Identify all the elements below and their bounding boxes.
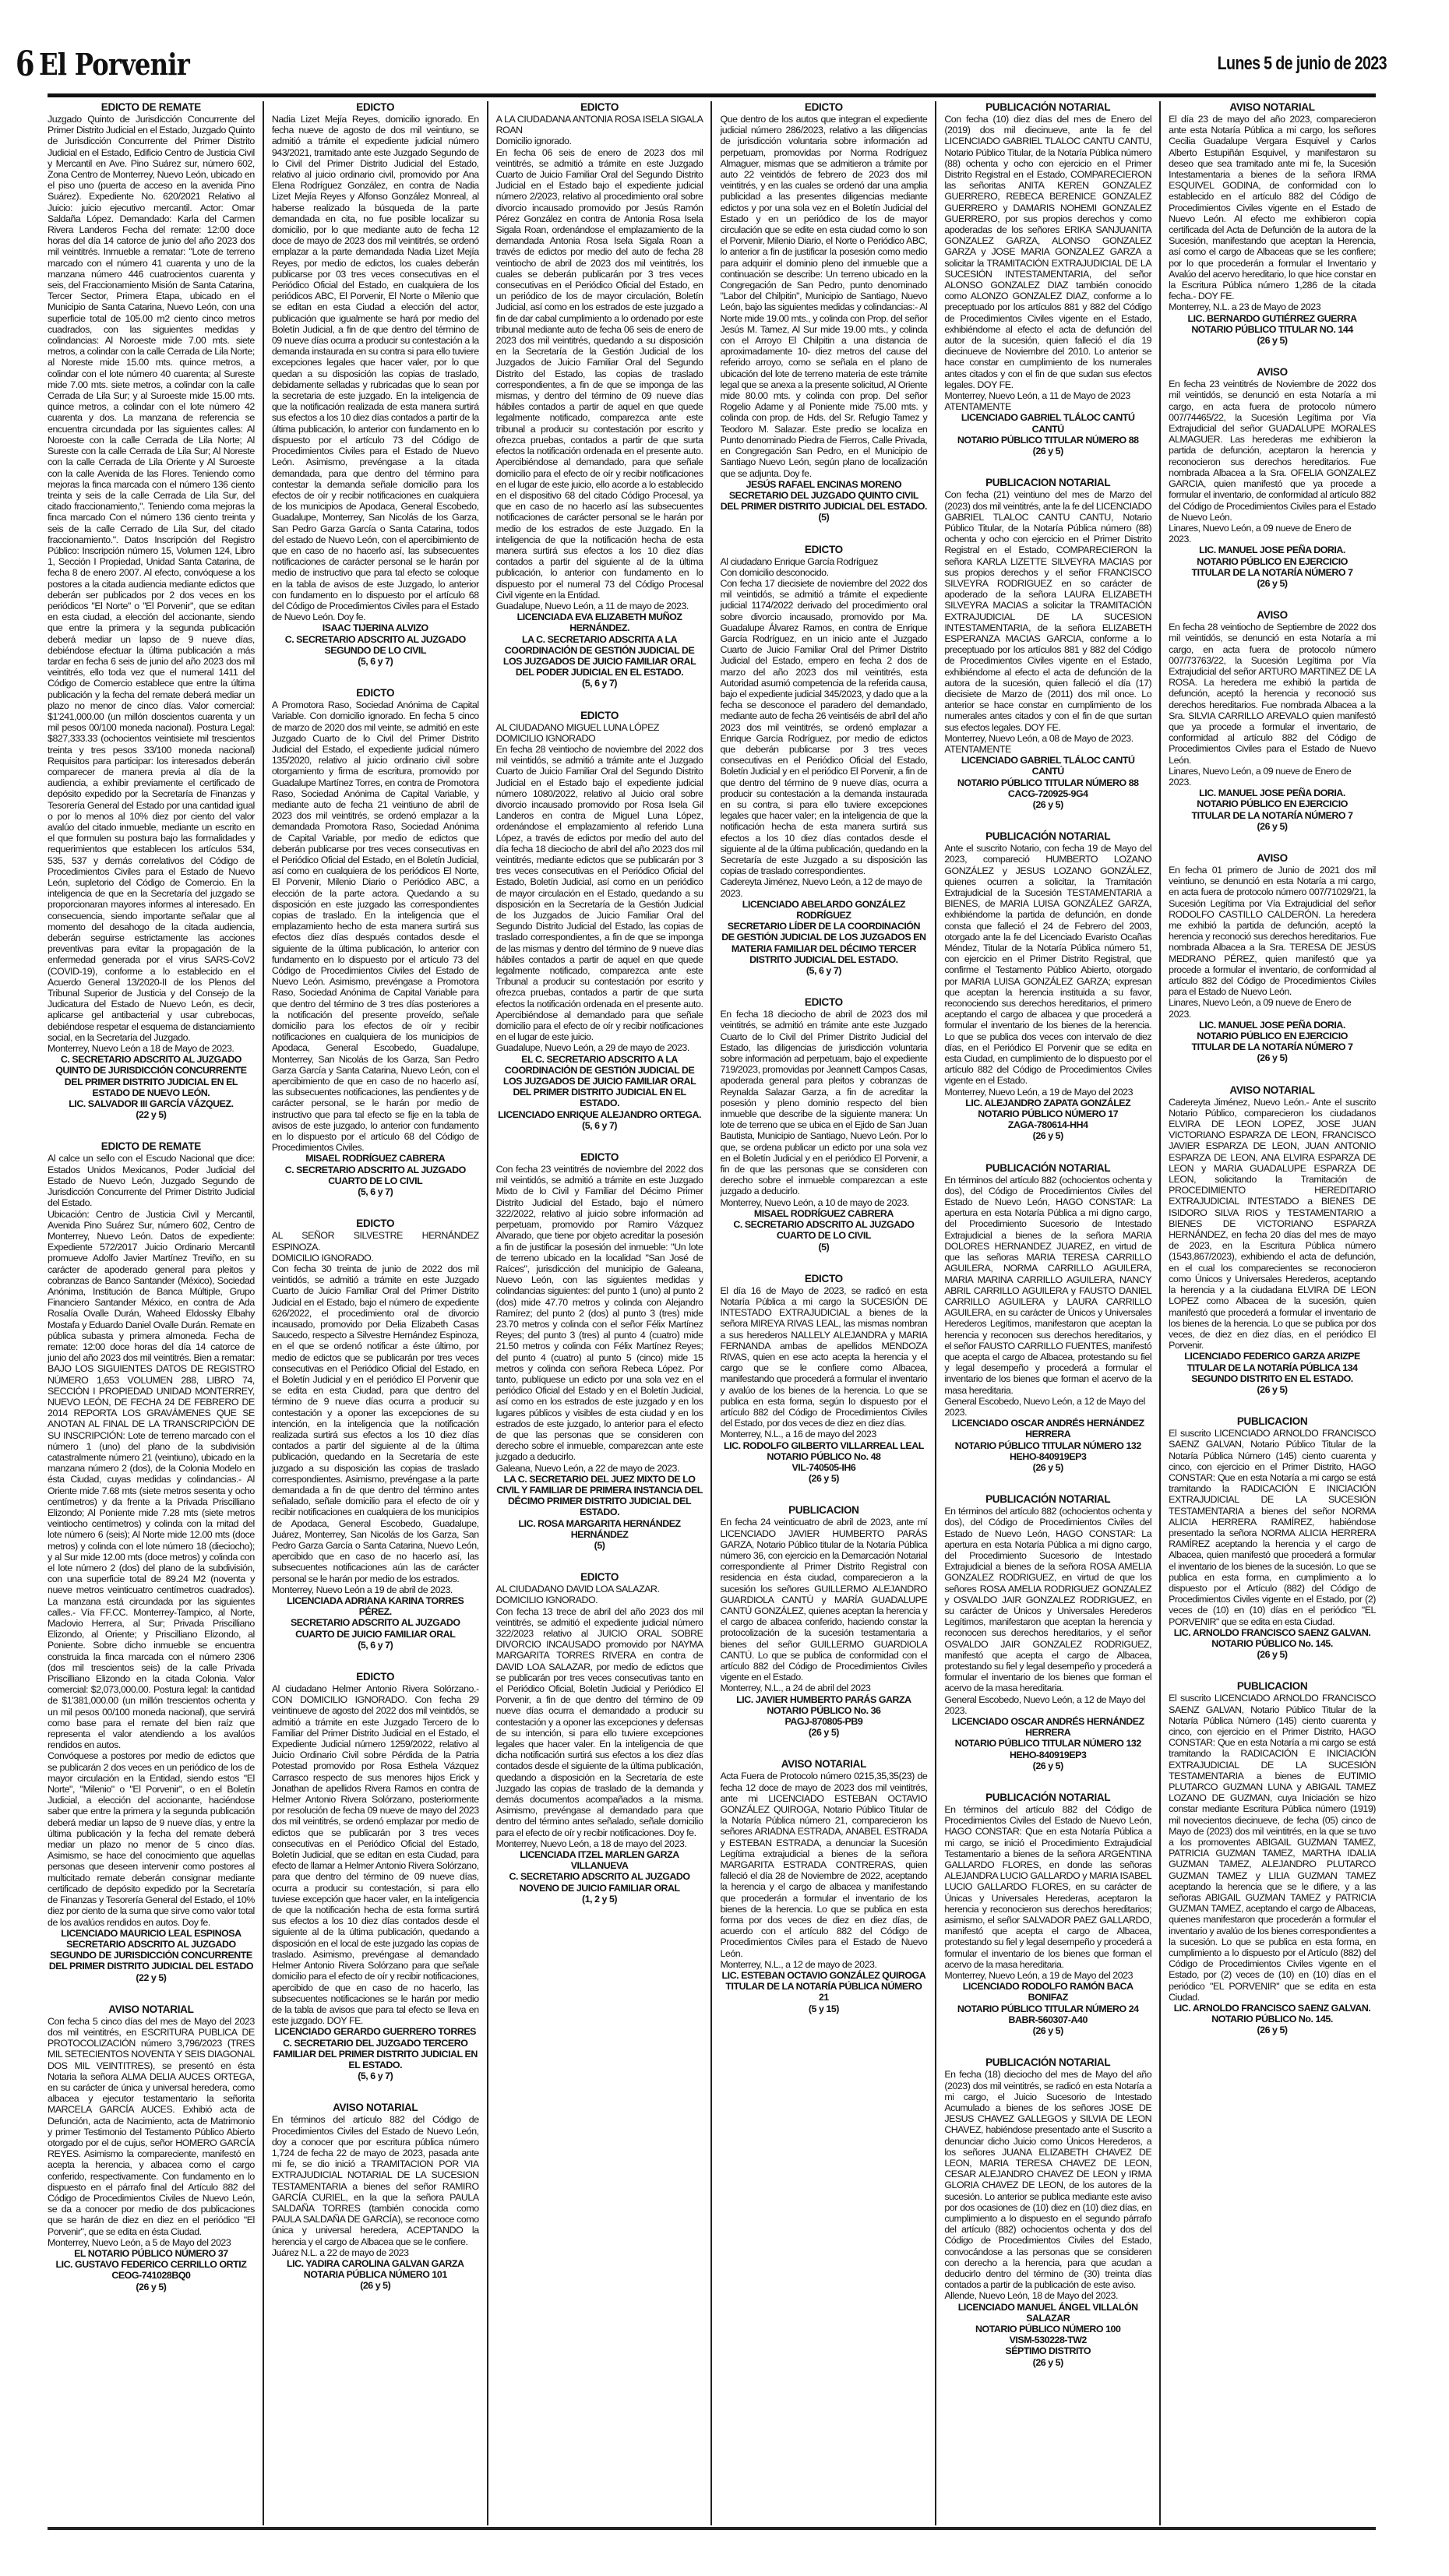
notice-paragraph: Con fecha (21) veintiuno del mes de Marzo del (2023) dos mil veintitrés, ante la fe del LICENCIADO GABRIEL TLALOC CANTU CANTU, Notario Público Titular, de la Notaría Pública número (88) ochenta y ocho con ejercicio en el Primer Distrito Registral en el Estado, COMPARECIERON la señora KARLA LIZETTE SILVEYRA MACIAS por sus propios derechos y el señor FRANCISCO SILVEYRA RODRIGUEZ en so carácter de apoderado de la señora LAURA ELIZABETH SILVEYRA MACIAS a solicitar la TRAMITACIÓN EXTRAJUDICIAL DE LA SUCESION INTESTAMENTARIA, de la señora ELIZABETH ESPERANZA MACIAS GARCIA, conforme a lo preceptuado por los artículos 881 y 882 del Código de Procedimientos Civiles vigente en el Estado, exhibiéndome al efecto el acta de defunción de la autora de la sucesión, quien falleció el día (17) diecisiete de Marzo de (2011) dos mil once. Lo anterior se hace constar en cumplimiento de los numerales antes citados y con el fin de que surtan sus efectos legales. DOY FE. bbox=[944, 489, 1152, 733]
publication-dates: (26 y 5) bbox=[808, 1473, 839, 1485]
notice-signature-line: TITULAR DE LA NOTARÍA PÚBLICA NÚMERO 21 bbox=[725, 1981, 922, 2003]
notice-signature-line: LICENCIADA EVA ELIZABETH MUÑOZ HERNÁNDEZ. bbox=[516, 611, 682, 634]
notice-title: PUBLICACIÓN NOTARIAL bbox=[985, 1792, 1111, 1804]
notice-signature-line: TITULAR DE LA NOTARÍA NÚMERO 7 bbox=[1191, 566, 1353, 578]
notice-paragraph: En fecha 23 veintitrés de Noviembre de 2022 dos mil veintidós, se denunció en esta Notaría a mi cargo, en acta fuera de protocolo número 007/74465/22, la Sucesión Legítima por Vía Extrajudicial del señor GUADALUPE MORALES ALMAGUER. Las herederas me exhibieron la partida de defunción, aceptaron la herencia y reconocieron sus derechos hereditarios. Fue nombrada Albacea a la Sra. OFELIA GONZALEZ GARCIA, quien manifestó que ya procede a formular el inventario, de conformidad al artículo 882 del Código de Procedimientos Civiles para el Estado de Nuevo León. bbox=[1169, 379, 1376, 523]
notice-paragraph: Con fecha (10) diez días del mes de Enero del (2019) dos mil diecinueve, ante la fe del LICENCIADO GABRIEL TLALOC CANTU CANTU, Notario Público Titular, de la Notaría Pública número (88) ochenta y ocho con ejercicio en el Primer Distrito Registral en el Estado, COMPARECIERON las señoritas ANITA KEREN GONZALEZ GUERRERO, REBECA BERENICE GONZALEZ GUERRERO y DAMARIS NOHEMI GONZALEZ GUERRERO, por sus propios derechos y como apoderadas de los señores ERIKA SANJUANITA GONZALEZ GARZA, ALONSO GONZALEZ GARZA y JOSE MARIA GONZALEZ GARZA a solicitar la TRAMITACIÓN EXTRAJUDICIAL DE LA SUCESIÓN INTESTAMENTARIA, del señor ALONSO GONZALEZ DIAZ también conocido como ALONZO GONZALEZ DIAZ, conforme a lo preceptuado por los artículos 881 y 882 del Código de Procedimientos Civiles vigente en el Estado, exhibiéndome al efecto el acta de defunción del autor de la sucesión, quien falleció el día 19 diecinueve de Noviembre del 2010. Lo anterior se hace constar en cumplimiento de los numerales antes citados y con el fin de que sudan sus efectos legales. DOY FE. bbox=[944, 114, 1152, 390]
notice-title: AVISO NOTARIAL bbox=[1229, 101, 1315, 113]
notice-title: PUBLICACION NOTARIAL bbox=[985, 477, 1111, 489]
notice-signature-line: LICENCIADO GABRIEL TLÁLOC CANTÚ CANTÚ bbox=[961, 755, 1135, 777]
publication-dates: (5) bbox=[818, 1241, 830, 1253]
notice-place-date: Monterrey, Nuevo León, a 18 de mayo del 2023. bbox=[495, 1838, 687, 1849]
notice-title: EDICTO bbox=[804, 996, 843, 1009]
notice-paragraph: Con fecha 30 treinta de junio de 2022 dos mil veintidós, se admitió a trámite en este Juzgado Cuarto de Juicio Familiar Oral del Primer Distrito Judicial en el Estado, bajo el número de expediente 626/2022, el procedimiento oral de divorcio incausado, promovido por Delia Elizabeth Casas Saucedo, respecto a Silvestre Hernández Espinoza, en el que se ordenó notificar a éste último, por medio de edictos que se publicarán por tres veces consecutivas en el Periódico Oficial del Estado, en el Boletín Judicial y en el periódico El Porvenir que se edita en esta Ciudad, para que dentro del término de 9 nueve días ocurra a producir su contestación y a oponer las excepciones de su intención, en la inteligencia que la notificación realizada surtirá sus efectos a los 10 diez días contados a partir del siguiente al de la última publicación, quedando en la Secretaría de este juzgado a su disposición las copias de traslado correspondientes. Asimismo, prevéngase a la parte demandada a fin de que dentro del término antes señalado, señale domicilio para el efecto de oír y recibir notificaciones en cualquiera de los municipios de Apodaca, General Escobedo, Guadalupe, Juárez, Monterrey, San Nicolás de los Garza, San Pedro Garza García o Santa Catarina, Nuevo León, apercibido que en caso de no hacerlo así, las subsecuentes notificaciones aún las de carácter personal se le harán por medio de los estrados. bbox=[271, 1263, 479, 1584]
publication-dates: (26 y 5) bbox=[1257, 335, 1288, 347]
notice-signature-line: NOTARIO PÚBLICO TITULAR NÚMERO 88 bbox=[957, 434, 1139, 446]
notice-title: PUBLICACIÓN NOTARIAL bbox=[985, 101, 1111, 113]
notice-title: PUBLICACIÓN NOTARIAL bbox=[985, 830, 1111, 843]
publication-dates: (26 y 5) bbox=[360, 2280, 391, 2292]
legal-notice bbox=[720, 1273, 927, 1485]
notice-paragraph: Ubicación: Centro de Justicia Civil y Mercantil, Avenida Pino Suárez Sur, número 602, Centro de Monterrey, Nuevo León. Datos de expediente: Expediente 572/2017 Juicio Ordinario Mercantil promueve Adolfo Javier Martínez Treviño, en su carácter de apoderado general para pleitos y cobranzas de Banco Santander (México), Sociedad Anónima, Institución de Banca Múltiple, Grupo Financiero Santander México, en contra de Ada Rosalía Ovalle Durán, Waheed Eldossky Elbahy Mostafa y Eduardo Daniel Ovalle Durán. Remate en pública subasta y primera almoneda. Fecha de remate: 12:00 doce horas del día 14 catorce de junio del año 2023 dos mil veintitrés. Bien a rematar: BAJO LOS SIGUIENTES DATOS DE REGISTRO NÚMERO 1,653 VOLUMEN 288, LIBRO 74, SECCIÓN I PROPIEDAD UNIDAD MONTERREY, NUEVO LEÓN, DE FECHA 24 DE FEBRERO DE 2014 REPORTA LOS GRAVÁMENES QUE SE ANOTAN AL FINAL DE LA TRANSCRIPCIÓN DE SU INSCRIPCIÓN: Lote de terreno marcado con el número 1 (uno) del plano de la subdivisión catastralmente número 21 (veintiuno), ubicado en la manzana número 2 (dos), de la Colonia Modelo en ésta Ciudad, cuyas medidas y colindancias.- Al Oriente mide 7.68 mts (siete metros sesenta y ocho centímetros) y da frente a la Privada Priscilliano Elizondo; Al Poniente mide 7.28 mts (siete metros veintiocho centímetros) y colinda con la mitad del lote número 6 (seis); Al Norte mide 12.00 mts (doce metros) y colinda con el lote número 18 (dieciocho); y al Sur mide 12.00 mts (doce metros) y colinda con el lote número 2 (dos) del plano de la subdivisión, con una superficie total de 89.24 M2 (noventa y nueve metros veinticuatro centímetros cuadrados). La manzana está circundada por las siguientes calles.- Vía FF.CC. Monterrey-Tampico, al Norte, Maclovio Herrera, al Sur; Privada Priscilliano Elizondo, al Oriente; y Priscilliano Elizondo, al Poniente. Sobre dicho inmueble se encuentra construida la finca marcada con el número 2306 (dos mil trescientos seis) de la calle Privada Priscilliano Elizondo en la citada Colonia. Valor comercial: $2,073,000.00. Postura legal: la cantidad de $1'381,000.00 (un millón trescientos ochenta y un mil pesos 00/100 moneda nacional), que servirá como base para el remate del bien raíz que representa el valor atendiendo a los avalúos rendidos en autos. bbox=[48, 1208, 255, 1751]
column-6 bbox=[1159, 101, 1376, 2525]
notice-signature-line: LICENCIADA ITZEL MARLEN GARZA VILLANUEVA bbox=[520, 1849, 679, 1872]
notice-signature-line: LICENCIADO ENRIQUE ALEJANDRO ORTEGA. bbox=[498, 1108, 701, 1120]
notice-signature-line: NOTARIO PÚBLICO EN EJERCICIO bbox=[1197, 1031, 1348, 1042]
notice-title: EDICTO bbox=[356, 687, 395, 700]
notice-title: AVISO NOTARIAL bbox=[333, 2102, 418, 2114]
publication-dates: (5, 6 y 7) bbox=[358, 1186, 393, 1198]
notice-paragraph: En términos del artículo 882 del Código de Procedimientos Civiles del Estado de Nuevo León, doy a conocer que por escritura pública número 1,724 de fecha 22 de mayo de 2023, pasada ante mi fe, se dio inició a TRAMITACION POR VIA EXTRAJUDICIAL NOTARIAL DE LA SUCESION TESTAMENTARIA a bienes del señor RAMIRO GARCÍA CURIEL, en la que la señora PAULA SALDAÑA TORRES (también conocida como PAULA SALDAÑA DE GARCÍA), se reconoce como única y universal heredera, ACEPTANDO la herencia y el cargo de Albacea que se le confiere. bbox=[271, 2114, 479, 2247]
notice-place-date: Monterrey, Nuevo León, a 5 de Mayo del 2023 bbox=[48, 2236, 231, 2248]
notice-signature-line: LIC. ESTEBAN OCTAVIO GONZÁLEZ QUIROGA bbox=[721, 1970, 926, 1982]
notice-place-date: Galeana, Nuevo León, a 22 de mayo de 2023. bbox=[495, 1462, 679, 1474]
masthead bbox=[16, 45, 1387, 84]
notice-signature-line: VISM-530228-TW2 bbox=[1009, 2335, 1087, 2346]
notices-columns bbox=[48, 101, 1376, 2525]
notice-title: AVISO bbox=[1257, 609, 1288, 622]
notice-title: AVISO NOTARIAL bbox=[1229, 1084, 1315, 1096]
notice-paragraph: Que dentro de los autos que integran el expediente judicial número 286/2023, relativo a las diligencias de jurisdicción voluntaria sobre información ad perpetuam, promovidas por Norma Rodríguez Almaguer, mismas que se admitieron a trámite por auto 22 veintidós de febrero de 2023 dos mil veintitrés, y en las cuales se ordenó dar una amplia publicidad a las presentes diligencias mediante edictos y por una sola vez en el Boletín Judicial del Estado y en un periódico de los de mayor circulación que se edite en esta ciudad como lo son el Porvenir, Milenio Diario, el Norte o Periódico ABC, lo anterior a fin de justificar la posesión como medio para adquirir el dominio pleno del inmueble que a continuación se describe: Un terreno ubicado en la Congregación de San Pedro, punto denominado "Labor del Chilpitin", Municipio de Santiago, Nuevo León, bajo las siguientes medidas y colindancias:- Al Norte mide 19.00 mts., y colinda con Prop. del señor Jesús M. Tamez, Al Sur mide 19.00 mts., y colinda con el Arroyo El Chilpitin a una distancia de aproximadamente 10- diez metros del cause del referido arroyo, como se señala en el plano de ubicación del lote de terreno materia de este trámite legal que se anexa a la presente solicitud, Al Oriente mide 80.00 mts. y colinda con prop. Del señor Rogelio Adame y al Poniente mide 75.00 mts. y colinda con prop. de Hds. del Sr. Refugio Tamez y Teodoro M. Salazar. Este predio se localiza en Punto denominado Piedra de Fierros, Calle Privada, en Congregación San Pedro, en el Municipio de Santiago Nuevo León, según plano de localización que se adjunta. Doy fe. bbox=[720, 114, 928, 479]
publication-dates: (5, 6 y 7) bbox=[358, 655, 393, 667]
notice-place-date: Linares, Nuevo León, a 09 nueve de Enero de 2023. bbox=[1169, 522, 1352, 545]
legal-notice bbox=[48, 101, 255, 1120]
publication-dates: (22 y 5) bbox=[136, 1109, 167, 1121]
notice-place-date: Monterrey, Nuevo León a 18 de Mayo de 2023. bbox=[48, 1043, 234, 1055]
notice-signature-line: LICENCIADO RODOLFO RAMÓN BACA BONIFAZ bbox=[962, 1981, 1133, 2003]
legal-notice bbox=[1169, 1680, 1376, 2035]
notice-paragraph: Con fecha 13 trece de abril del año 2023 dos mil veintitrés, se admitió el expediente judicial número 322/2023 relativo al JUICIO ORAL SOBRE DIVORCIO INCAUSADO promovido por NAYMA MARGARITA TORRES RIVERA en contra de DAVID LOA SALAZAR, por medio de edictos que se publicarán por tres veces consecutivas tanto en el Periódico Oficial, Boletín Judicial y Periódico El Porvenir, a fin de que dentro del término de 09 nueve días ocurra el demandado a producir su contestación y a oponer las excepciones y defensas de su intención, si para ello tuviere excepciones legales que hacer valer. En la inteligencia de que dicha notificación surtirá sus efectos a los diez días contados desde el siguiente de la última publicación, quedando a disposición en la Secretaría de este Juzgado las copias de traslado de la demanda y demás documentos acompañados a la misma. Asimismo, prevéngase al demandado para que dentro del término antes señalado, señale domicilio para el efecto de oír y recibir notificaciones. Doy fe. bbox=[495, 1605, 703, 1838]
notice-title: EDICTO bbox=[356, 101, 395, 113]
legal-notice bbox=[1169, 366, 1376, 589]
notice-paragraph: El suscrito LICENCIADO ARNOLDO FRANCISCO SAENZ GALVAN, Notario Público Titular de la Notaría Pública Número (145) ciento cuarenta y cinco, con ejercicio en el Primer Distrito, HAGO CONSTAR: Que en esta Notaría a mi cargo se está tramitando la RADICACIÓN E INICIACIÓN EXTRAJUDICIAL DE LA SUCESIÓN TESTAMENTARIA a bienes de EUTIMIO PLUTARCO GUZMAN LUNA y ABIGAIL TAMEZ LOZANO DE GUZMAN, cuya Iniciación se hizo constar mediante Escritura Pública número (1919) mil novecientos diecinueve, de fecha (05) cinco de Mayo de (2023) dos mil veintitrés, en la que se tuvo a los promoventes ABIGAIL GUZMAN TAMEZ, PATRICIA GUZMAN TAMEZ, MARTHA IDALIA GUZMAN TAMEZ, ALEJANDRO PLUTARCO GUZMAN TAMEZ y LILIA GUZMAN TAMEZ aceptando la herencia que se le difiere, y a las señoras ABIGAIL GUZMAN TAMEZ y PATRICIA GUZMAN TAMEZ, aceptando el cargo de Albaceas, quienes manifestaron que procederán a formular el inventario y avalúo de los bienes correspondientes a la sucesión. Lo que se publica en esta forma, en cumplimiento a lo dispuesto por el Artículo (882) del Código de Procedimientos Civiles vigente en el Estado, por (2) veces de (10) en (10) días en el periódico "EL PORVENIR" que se edita en esta Ciudad. bbox=[1169, 1693, 1376, 2003]
notice-title: EDICTO bbox=[580, 709, 619, 721]
legal-notice bbox=[272, 687, 479, 1197]
notice-paragraph: Juzgado Quinto de Jurisdicción Concurrente del Primer Distrito Judicial en el Estado, Juzgado Quinto de Jurisdicción Concurrente del Primer Distrito Judicial en el Estado, Edificio Centro de Justicia Civil y Mercantil en Ave. Pino Suárez sur, número 602, Zona Centro de Monterrey, Nuevo León, ubicado en el piso uno (puerta de acceso en la avenida Pino Suárez). Expediente No. 620/2021 Relativo al Juicio: juicio ejecutivo mercantil. Actor: Omar Saldaña López. Demandado: Karla del Carmen Rivera Landeros Fecha del remate: 12:00 doce horas del día 14 catorce de junio del año 2023 dos mil veintitrés. Inmueble a rematar: "Lote de terreno marcado con el número 41 cuarenta y uno de la manzana número 446 cuatrocientos cuarenta y seis, del Fraccionamiento Misión de Santa Catarina, Tercer Sector, Primera Etapa, ubicado en el Municipio de Santa Catarina, Nuevo León, con una superficie total de 105.00 m2 ciento cinco metros cuadrados, con las siguientes medidas y colindancias: Al Noroeste mide 7.00 mts. siete metros, a colindar con la calle Cerrada de Lila Norte; al Noreste mide 15.00 mts. quince metros, a colindar con el lote número 40 cuarenta; al Sureste mide 7.00 mts. siete metros, a colindar con la calle Cerrada de Lila Sur; y al Suroeste mide 15.00 mts. quince metros, a colindar con el lote número 42 cuarenta y dos. La manzana de referencia se encuentra circundada por las siguientes calles: Al Noroeste con la calle Cerrada de Lila Norte; Al Sureste con la calle Cerrada de Lila Sur; Al Noreste con la calle Cerrada de Lila Oriente y Al Suroeste con la calle Avenida de las Flores. Teniendo como mejoras la finca marcada con el número 136 ciento treinta y seis de la calle Cerrada de Lila Sur, del citado fraccionamiento,". Teniendo coma mejoras la finca marcado Con el número 136 ciento treinta y seis de la calle Cerrado de Lila Sur, del citado fraccionamiento.". Datos Inscripción del Registro Público: Inscripción número 15, Volumen 124, Libro 1, Sección I Propiedad, Unidad Santa Catarina, de fecha 8 de enero 2007. Al efecto, convóquese a los postores a la citada audiencia mediante edictos que deberán ser publicados por 2 dos veces en los periódicos "El Norte" o "El Porvenir", que se editan en esta ciudad, a elección del accionante, siendo que entre la primera y la segunda publicación deberá mediar un lapso de 9 nueve días, debiéndose efectuar la última publicación a más tardar en fecha 6 seis de junio del año 2023 dos mil veintitrés, ello toda vez que el numeral 1411 del Código de Comercio establece que entre la última publicación y la fecha del remate deberá mediar un plazo no menor de cinco días. Valor comercial: $1'241,000.00 (un millón doscientos cuarenta y un mil pesos 00/100 moneda nacional). Postura Legal: $827,333.33 (ochocientos veintisiete mil trescientos treinta y tres pesos 33/100 moneda nacional) Requisitos para participar: los interesados deberán comparecer de manera previa al día de la audiencia, a exhibir previamente el certificado de depósito expedido por la Secretaría de Finanzas y Tesorería General del Estado por una cantidad igual o por lo menos al 10% diez por ciento del valor avalúo del citado inmueble, mediante un escrito en el que formulen su postura bajo las formalidades y requerimientos que establecen los artículos 534, 535, 537 y demás correlativos del Código de Procedimientos Civiles para el Estado de Nuevo León, supletorio del Código de Comercio. En la inteligencia de que en la Secretaría del juzgado se proporcionaran mayores informes al interesado. En consecuencia, siendo importante señalar que al momento del desahogo de la citada audiencia, deberán seguirse estrictamente las acciones preventivas para evitar la propagación de la enfermedad generada por el virus SARS-CoV2 (COVID-19), conforme a lo establecido en el Acuerdo General 13/2020-II de los Plenos del Tribunal Superior de Justicia y del Consejo de la Judicatura del Estado de Nuevo León, es decir, aplicarse gel antibacterial y usar cubrebocas, debiéndose respetar el esquema de distanciamiento social, en la Secretaría del Juzgado. bbox=[48, 114, 255, 1043]
column-4 bbox=[710, 101, 935, 2525]
legal-notice bbox=[1169, 101, 1376, 346]
notice-signature-line: EL C. SECRETARIO ADSCRITO A LA COORDINACIÓN DE GESTIÓN JUDICIAL DE LOS JUZGADOS DE JUICIO FAMILIAR ORAL DEL PRIMER DISTRITO JUDICIAL EN EL ESTADO. bbox=[502, 1053, 696, 1109]
notice-signature-line: SECRETARIO ADSCRITO AL JUZGADO SEGUNDO DE JURISDICCIÓN CONCURRENTE DEL PRIMER DISTRITO JUDICIAL DEL ESTADO bbox=[48, 1938, 254, 1972]
notice-paragraph: En fecha 01 primero de Junio de 2021 dos mil veintiuno, se denunció en esta Notaría a mi cargo, en acta fuera de protocolo número 007/71029/21, la Sucesión Legítima por Vía Extrajudicial del señor RODOLFO CASTILLO CALDERÓN. La heredera me exhibió la partida de defunción, aceptó la herencia y reconoció sus derechos hereditarios. Fue nombrada Albacea a la Sra. TERESA DE JESÚS MEDRANO PÉREZ, quien manifestó que ya procede a formular el inventario, de conformidad al artículo 882 del Código de Procedimientos Civiles para el Estado de Nuevo León. bbox=[1169, 864, 1376, 998]
notice-signature-line: VIL-740505-IH6 bbox=[791, 1461, 856, 1473]
notice-paragraph: AL CIUDADANO MIGUEL LUNA LÓPEZ bbox=[495, 721, 660, 733]
notice-signature-line: NOTARIO PÚBLICO TITULAR NÚMERO 88 bbox=[957, 777, 1139, 788]
notice-title: EDICTO DE REMATE bbox=[100, 101, 202, 113]
column-2 bbox=[263, 101, 487, 2525]
legal-notice bbox=[1169, 1415, 1376, 1660]
legal-notice bbox=[720, 544, 927, 977]
publication-dates: (5, 6 y 7) bbox=[358, 1639, 393, 1651]
publication-dates: (26 y 5) bbox=[1032, 2356, 1063, 2368]
notice-signature-line: LICENCIADO OSCAR ANDRÉS HERNÁNDEZ HERRERA bbox=[951, 1418, 1144, 1440]
legal-notice bbox=[1169, 852, 1376, 1064]
legal-notice bbox=[944, 477, 1151, 810]
notice-signature-line: LIC. SALVADOR III GARCÍA VÁZQUEZ. bbox=[69, 1098, 234, 1110]
notice-signature-line: LIC. ALEJANDRO ZAPATA GONZÁLEZ bbox=[965, 1097, 1131, 1108]
notice-signature-line: NOTARIA PÚBLICA NÚMERO 101 bbox=[303, 2269, 447, 2281]
notice-paragraph: El día 23 de mayo del año 2023, comparecieron ante esta Notaría Pública a mi cargo, los señores Cecilia Guadalupe Vergara Esquivel y Carlos Alberto Estupiñán Esquivel, y manifestaron su deseo que sea tramitado ante mi fe, la Sucesión Intestamentaria a bienes de la señora IRMA ESQUIVEL GODINA, de conformidad con lo establecido en el artículo 882 del Código de Procedimientos Civiles vigente en el Estado de Nuevo León. Al efecto me exhibieron copia certificada del Acta de Defunción de la autora de la Sucesión, manifestando que aceptan la Herencia, así como el cargo de Albaceas que se les confiere; por lo que procederán a formular el Inventario y Avalúo del acervo hereditario, lo que hice constar en la Escritura Pública número 1,286 de la citada fecha.- DOY FE. bbox=[1169, 114, 1376, 302]
notice-signature-line: C. SECRETARIO ADSCRITO AL JUZGADO NOVENO DE JUICIO FAMILIAR ORAL bbox=[509, 1871, 690, 1894]
notice-paragraph: Con domicilio desconocido. bbox=[720, 566, 829, 578]
notice-signature-line: NOTARIO PÚBLICO NÚMERO 17 bbox=[978, 1108, 1119, 1120]
legal-notice bbox=[944, 1493, 1151, 1771]
notice-title: EDICTO bbox=[804, 1272, 843, 1284]
publication-dates: (26 y 5) bbox=[1032, 1760, 1063, 1771]
notice-signature-line: HEHO-840919EP3 bbox=[1010, 1450, 1087, 1462]
notice-signature-line: NOTARIO PÚBLICO No. 145. bbox=[1211, 2014, 1333, 2025]
notice-place-date: Monterrey, Nuevo León, a 10 de mayo de 2023. bbox=[720, 1196, 909, 1208]
notice-paragraph: Con fecha 23 veintitrés de noviembre del 2022 dos mil veintidós, se admitió a trámite en este Juzgado Mixto de lo Civil y Familiar del Décimo Primer Distrito Judicial del Estado, bajo el número 322/2022, relativo al juicio sobre información ad perpetuam, promovido por Ramiro Vázquez Alvarado, que tiene por objeto acreditar la posesión a fin de justificar la posesión del inmueble: "Un lote de terreno ubicado en la localidad "San José de Raíces", jurisdicción del municipio de Galeana, Nuevo León, con las siguientes medidas y colindancias siguientes: del punto 1 (uno) al punto 2 (dos) mide 47.70 metros y colinda con Alejandro Ramírez; del punto 2 (dos) al punto 3 (tres) mide 23.70 metros y colinda con el señor Félix Martínez Reyes; del punto 3 (tres) al punto 4 (cuatro) mide 21.50 metros y colinda con Félix Martínez Reyes; del punto 4 (cuatro) al punto 5 (cinco) mide 15 metros y colinda con señora Rebeca López. Por tanto, publíquese un edicto por una sola vez en el periódico Oficial del Estado y en el Boletín Judicial, así como en los estrados de este juzgado y en los lugares públicos y visibles de esta ciudad y en los estrados de este juzgado, lo anterior para el efecto de que las personas que se consideren con derecho sobre el inmueble, comparezcan ante este juzgado a deducirlo. bbox=[495, 1164, 703, 1463]
notice-title: EDICTO bbox=[356, 1671, 395, 1683]
notice-signature-line: LICENCIADO GABRIEL TLÁLOC CANTÚ CANTÚ bbox=[961, 412, 1135, 435]
notice-paragraph: El suscrito LICENCIADO ARNOLDO FRANCISCO SAENZ GALVAN, Notario Público Titular de la Notaría Pública Número (145) ciento cuarenta y cinco, con ejercicio en el Primer Distrito, HAGO CONSTAR: Que en esta Notaría a mi cargo se está tramitando la RADICACIÓN E INICIACIÓN EXTRAJUDICIAL DE LA SUCESIÓN TESTAMENTARIA a bienes del señor NORMA ALICIA HERRERA RAMÍREZ, habiéndose presentado la señora NORMA ALICIA HERRERA RAMÍREZ aceptando la herencia y el cargo de Albacea, quien manifestó que procederá a formular el inventario de los bienes de la sucesión. Lo que se publica en esta forma, en cumplimiento a lo dispuesto por el Artículo (882) del Código de Procedimientos Civiles vigente en el Estado, por (2) veces de (10) en (10) días en el periódico "EL PORVENIR" que se edita en esta Ciudad. bbox=[1169, 1428, 1376, 1627]
notice-paragraph: En fecha 18 dieciocho de abril de 2023 dos mil veintitrés, se admitió en trámite ante este Juzgado Cuarto de lo Civil del Primer Distrito Judicial del Estado, las diligencias de jurisdicción voluntaria sobre información ad perpetuam, bajo el expediente 719/2023, promovidas por Jeannett Campos Casas, apoderada general para pleitos y cobranzas de Reynalda Salazar Garza, a fin de acreditar la posesión y pleno dominio respecto del bien inmueble que describe de la siguiente manera: Un lote de terreno que se ubica en el Ejido de San Juan Bautista, Municipio de Santiago, Nuevo León. Por lo que, se ordena publicar un edicto por una sola vez en el Boletín Judicial y en el periódico El Porvenir, a fin de que las personas que se consideren con derecho sobre el inmueble comparezcan a este juzgado a deducirlo. bbox=[720, 1009, 928, 1197]
notice-signature-line: LIC. MANUEL JOSE PEÑA DORIA. bbox=[1199, 1019, 1345, 1031]
legal-notice bbox=[944, 101, 1151, 456]
notice-signature-line: C. SECRETARIO ADSCRITO AL JUZGADO CUARTO DE LO CIVIL bbox=[733, 1219, 915, 1242]
publication-dates: (26 y 5) bbox=[1032, 798, 1063, 810]
notice-title: EDICTO bbox=[580, 101, 619, 113]
notice-place-date: Guadalupe, Nuevo León, a 29 de mayo de 2023. bbox=[495, 1042, 689, 1054]
legal-notice bbox=[944, 830, 1151, 1141]
notice-title: PUBLICACION bbox=[788, 1504, 859, 1517]
publication-dates: (26 y 5) bbox=[1257, 2025, 1288, 2036]
notice-signature-line: NOTARIO PÚBLICO No. 36 bbox=[767, 1704, 881, 1716]
legal-notice bbox=[496, 101, 703, 689]
notice-title: PUBLICACION bbox=[1236, 1680, 1308, 1693]
notice-signature-line: C. SECRETARIO ADSCRITO AL JUZGADO CUARTO DE LO CIVIL bbox=[284, 1164, 466, 1186]
legal-notice bbox=[944, 2056, 1151, 2367]
notice-signature-line: EL NOTARIO PÚBLICO NÚMERO 37 bbox=[74, 2247, 228, 2259]
notice-signature-line: LIC. MANUEL JOSE PEÑA DORIA. bbox=[1199, 544, 1345, 556]
notice-paragraph: Acta Fuera de Protocolo número 0215,35,35(23) de fecha 12 doce de mayo de 2023 dos mil veintitrés, ante mi LICENCIADO ESTEBAN OCTAVIO GONZÁLEZ QUIROGA, Notario Público Titular de la Notaría Pública número 21, comparecieron los señores ARIADNA ESTRADA, ANABEL ESTRADA y ESTEBAN ESTRADA, a denunciar la Sucesión Legítima extrajudicial a bienes de la señora MARGARITA ESTRADA CONTRERAS, quien falleció el día 28 de Noviembre de 2022, aceptando la herencia y el cargo de albacea y manifestando que procederán a formular el inventario de los bienes de la herencia. Lo que se publica en esta forma por dos veces de diez en diez días, de acuerdo con el artículo 882 del Código de Procedimientos Civiles para el Estado de Nuevo León. bbox=[720, 1771, 928, 1959]
notice-signature-line: NOTARIO PÚBLICO NÚMERO 100 bbox=[975, 2323, 1121, 2335]
notice-signature-line: LICENCIADO MAURICIO LEAL ESPINOSA bbox=[61, 1927, 242, 1939]
column-1 bbox=[48, 101, 263, 2525]
notice-paragraph: Nadia Lizet Mejía Reyes, domicilio ignorado. En fecha nueve de agosto de dos mil veintiuno, se admitió a trámite el expediente judicial número 943/2021, tramitado ante este Juzgado Segundo de lo Civil del Primer Distrito Judicial del Estado, relativo al juicio ordinario civil, promovido por Ana Elena Rodríguez González, en contra de Nadia Lizet Mejía Reyes y Alfonso González Monreal, al haberse realizado la búsqueda de la parte demandada en cita, no fue posible localizar su domicilio, por lo que mediante auto de fecha 12 doce de mayo de 2023 dos mil veintitrés, se ordenó emplazar a la parte demandada Nadia Lizet Mejía Reyes, por medio de edictos, los cuales deberán publicarse por 03 tres veces consecutivas en el Periódico Oficial del Estado, en cualquiera de los periódicos ABC, El Porvenir, El Norte o Milenio que se editan en esta Ciudad a elección del actor, publicación que igualmente se hará por medio del Boletín Judicial, a fin de que dentro del término de 09 nueve días ocurra a producir su contestación a la demanda instaurada en su contra si para ello tuviere excepciones legales que hacer valer, por lo que quedan a su disposición las copias de traslado, debidamente selladas y rubricadas que lo sean por la secretaria de este juzgado. En la inteligencia de que la notificación realizada de esta manera surtirá sus efectos a los 10 diez días contados a partir de la última publicación, lo anterior con fundamento en lo dispuesto por el artículo 73 del Código de Procedimientos Civiles para el Estado de Nuevo León. Asimismo, prevéngase a la citada demandada, para que dentro del término para contestar la demanda señale domicilio para los efectos de oír y recibir notificaciones en cualquiera de los municipios de Apodaca, General Escobedo, Guadalupe, Monterrey, San Nicolás de los Garza, San Pedro Garza García o Santa Catarina, todos del estado de Nuevo León, con el apercibimiento de que en caso de no hacerlo así, las subsecuentes notificaciones de carácter personal se le harán por medio de instructivo que para tal efecto se coloque en la tabla de avisos de este Juzgado, lo anterior con fundamento en lo dispuesto por el artículo 68 del Código de Procedimientos Civiles para el Estado de Nuevo León. Doy fe. bbox=[271, 114, 479, 623]
notice-place-date: Monterrey, Nuevo León, a 19 de Mayo del 2023 bbox=[944, 1086, 1133, 1098]
notice-signature-line: SECRETARIO ADSCRITO AL JUZGADO CUARTO DE JUICIO FAMILIAR ORAL bbox=[290, 1617, 460, 1640]
notice-signature-line: HEHO-840919EP3 bbox=[1010, 1749, 1087, 1760]
publication-dates: (26 y 5) bbox=[1257, 1649, 1288, 1661]
notice-paragraph: Cadereyta Jiménez, Nuevo León.- Ante el suscrito Notario Público, comparecieron los ciudadanos ELVIRA DE LEON LOPEZ, JOSE JUAN VICTORIANO ESPARZA DE LEON, FRANCISCO JAVIER ESPARZA DE LEON, JUAN ANTONIO ESPARZA DE LEON, ANA ELVIRA ESPARZA DE LEON y MARIA GUADALUPE ESPARZA DE LEON, solicitando la Tramitación de PROCEDIMIENTO HEREDITARIO EXTRAJUDICIAL INTESTADO a BIENES DE ISIDORO SILVA RIOS y TESTAMENTARIO a BIENES DE VICTORIANO ESPARZA HERNÁNDEZ, en fecha 20 días del mes de mayo de 2023, en la Escritura Pública número (1543,867/2023), exhibiendo el acta de defunción, en el cual los comparecientes se reconocieron como Únicos y Universales Herederos, aceptando la herencia y a la ciudadana ELVIRA DE LEON LOPEZ como Albacea de la sucesión, quien manifestó que procederá a formular el inventario de los bienes de la herencia. Lo que se publica por dos veces, de diez en diez días, en el periódico El Porvenir. bbox=[1169, 1096, 1376, 1351]
publication-dates: (5) bbox=[594, 1539, 605, 1551]
page-number: 6 bbox=[16, 44, 35, 84]
notice-paragraph: El día 16 de Mayo de 2023, se radicó en esta Notaría Pública a mi cargo la SUCESIÓN DE INTESTADO EXTRAJUDICIAL a bienes de la señora MIREYA RIVAS LEAL, las mismas nombran a sus herederos NALLELY ALEJANDRA y MARIA FERNANDA ambas de apellidos MENDOZA RIVAS, quien en ese acto acepta la herencia y el cargo que se le confiere como Albacea, manifestando que procederá a formular el inventario y avalúo de los bienes de la herencia. Lo que se publica en esta forma, según lo dispuesto por el artículo 882 del Código de Procedimientos Civiles del Estado, por dos veces de diez en diez días. bbox=[720, 1284, 928, 1429]
notice-title: EDICTO bbox=[356, 1218, 395, 1230]
notice-title: EDICTO bbox=[580, 1571, 619, 1584]
notice-paragraph: AL SEÑOR SILVESTRE HERNÁNDEZ ESPINOZA. bbox=[271, 1230, 479, 1253]
legal-notice bbox=[496, 1151, 703, 1551]
footer-rule bbox=[48, 2527, 1376, 2530]
legal-notice bbox=[496, 710, 703, 1132]
notice-paragraph: A Promotora Raso, Sociedad Anónima de Capital Variable. Con domicilio ignorado. En fecha 5 cinco de marzo de 2020 dos mil veinte, se admitió en este Juzgado Cuarto de lo Civil del Primer Distrito Judicial del Estado, el expediente judicial número 135/2020, relativo al juicio ordinario civil sobre otorgamiento y firma de escritura, promovido por Guadalupe Martínez Torres, en contra de Promotora Raso, Sociedad Anónima de Capital Variable, y mediante auto de fecha 21 veintiuno de abril de 2023 dos mil veintitrés, se ordenó emplazar a la demandada Promotora Raso, Sociedad Anónima de Capital Variable, por medio de edictos que deberán publicarse por tres veces consecutivas en el Periódico Oficial del Estado, en el Boletín Judicial, así como en cualquiera de los periódicos El Norte, El Porvenir, Milenio Diario o Periódico ABC, a elección de la parte actora. Quedando a su disposición en este juzgado las correspondientes copias de traslado. En la inteligencia que el emplazamiento hecho de esta manera surtirá sus efectos diez días después contados desde el siguiente de la última publicación, lo anterior con fundamento en lo dispuesto por el artículo 73 del Código de Procedimientos Civiles del Estado de Nuevo León. Asimismo, prevéngase a Promotora Raso, Sociedad Anónima de Capital Variable para que dentro del término de 3 tres días posteriores a la notificación del presente proveído, señale domicilio para los efectos de oír y recibir notificaciones en cualquiera de los municipios de Apodaca, General Escobedo, Guadalupe, Monterrey, San Nicolás de los Garza, San Pedro Garza García y Santa Catarina, Nuevo León, con el apercibimiento de que en caso de no hacerlo así, las subsecuentes notificaciones, las pendientes y de carácter personal, se le harán por medio de instructivo que para tal efecto se fije en la tabla de avisos de este juzgado, lo anterior con fundamento en lo dispuesto por el artículo 68 del Código de Procedimientos Civiles. bbox=[271, 700, 479, 1154]
publication-dates: (5, 6 y 7) bbox=[358, 2070, 393, 2082]
legal-notice bbox=[720, 996, 927, 1252]
notice-signature-line: SÉPTIMO DISTRITO bbox=[1005, 2345, 1091, 2357]
notice-signature-line: LICENCIADO MANUEL ÁNGEL VILLALÓN SALAZAR bbox=[957, 2301, 1138, 2324]
header-rule bbox=[48, 93, 1376, 97]
notice-paragraph: DOMICILIO IGNORADO bbox=[495, 732, 596, 744]
notice-paragraph: Domicilio ignorado. bbox=[495, 136, 572, 147]
notice-signature-line: SECRETARIO LÍDER DE LA COORDINACIÓN DE GESTIÓN JUDICIAL DE LOS JUZGADOS EN MATERIA FAMILIAR DEL DÉCIMO TERCER DISTRITO JUDICIAL DEL ESTADO. bbox=[721, 921, 926, 965]
notice-signature-line: MISAEL RODRÍGUEZ CABRERA bbox=[753, 1207, 894, 1219]
notice-paragraph: En fecha 24 veinticuatro de abril de 2023, ante mí LICENCIADO JAVIER HUMBERTO PARÁS GARZA, Notario Público titular de la Notaría Pública número 36, con ejercicio en la Demarcación Notarial correspondiente al Primer Distrito Registral con residencia en ésta ciudad, comparecieron a la sucesión los señores GUILLERMO ALEJANDRO GUARDIOLA CANTÚ y MARÍA GUADALUPE CANTÚ GONZÁLEZ, quienes aceptan la herencia y el cargo de albacea conferido, haciendo constar la protocolización de la sucesión testamentaria a bienes del señor GUILLERMO GUARDIOLA CANTÚ. Lo que se publica de conformidad con el artículo 882 del Código de Procedimientos Civiles vigente en el Estado. bbox=[720, 1517, 928, 1683]
legal-notice bbox=[944, 1792, 1151, 2036]
column-3 bbox=[487, 101, 711, 2525]
publication-dates: (22 y 5) bbox=[136, 1972, 167, 1983]
notice-place-date: Cadereyta Jiménez, Nuevo León, a 12 de mayo de 2023. bbox=[720, 876, 922, 899]
notice-paragraph: En fecha 06 seis de enero de 2023 dos mil veintitrés, se admitió a trámite en este Juzgado Cuarto de Juicio Familiar Oral del Segundo Distrito Judicial en el Estado bajo el expediente judicial número 2/2023, relativo al procedimiento oral sobre divorcio incausado promovido por Jesús Ramón Pérez González en contra de Antonia Rosa Isela Sigala Roan, ordenándose el emplazamiento de la demandada Antonia Rosa Isela Sigala Roan a través de edictos por medio del auto de fecha 28 veintiocho de abril de 2023 dos mil veintitrés, los cuales se deberán publicarán por 3 tres veces consecutivas en el Periódico Oficial del Estado, en un periódico de los de mayor circulación, Boletín Judicial, así como en los estrados de este juzgado a fin de dar cabal cumplimiento a lo ordenado por este tribunal mediante auto de fecha 06 seis de enero de 2023 dos mil veintitrés, quedando a su disposición en la Secretaría de la Gestión Judicial de los Juzgados de Juicio Familiar Oral del Segundo Distrito del Estado, las copias de traslado correspondientes, a fin de que se imponga de las mismas, y dentro del término de 09 nueve días hábiles contados a partir de aquel en que quede legalmente notificado, comparezca ante este tribunal a producir su contestación por escrito y ofrezca pruebas, contados a partir de que surta efectos la notificación ordenada en el presente auto. Apercibiéndose al demandado, para que señale domicilio para el efecto de oír y recibir notificaciones en el lugar de este juicio, ello acorde a lo establecido en el dispositivo 68 del citado Código Procesal, ya que en caso de no hacerlo así las subsecuentes notificaciones de carácter personal se le harán por medio de los estrados de este Juzgado. En la inteligencia de que la notificación hecha de esta manera surtirá sus efectos a los 10 diez días contados a partir del siguiente al de la última publicación, lo anterior con fundamento en lo dispuesto por el numeral 73 del Código Procesal Civil vigente en la Entidad. bbox=[495, 146, 703, 601]
notice-paragraph: En fecha 28 veintiocho de Septiembre de 2022 dos mil veintidós, se denunció en esta Notaría a mi cargo, en acta fuera de protocolo número 007/73763/22, la Sucesión Legítima por Vía Extrajudicial del señor ARTURO MARTINEZ DE LA ROSA. La heredera me exhibió la partida de defunción, aceptó la herencia y reconoció sus derechos hereditarios. Fue nombrada Albacea a la Sra. SILVIA CARRILLO AREVALO quien manifestó que ya procede a formular el inventario, de conformidad al artículo 882 del Código de Procedimientos Civiles para el Estado de Nuevo León. bbox=[1169, 622, 1376, 766]
notice-title: PUBLICACIÓN NOTARIAL bbox=[985, 1493, 1111, 1506]
notice-signature-line: SEGUNDO DISTRITO EN EL ESTADO. bbox=[1191, 1373, 1353, 1384]
legal-notice bbox=[720, 1758, 927, 2014]
notice-place-date: Monterrey, Nuevo León, a 08 de Mayo de 2023. ATENTAMENTE bbox=[944, 732, 1133, 755]
notice-title: EDICTO bbox=[580, 1151, 619, 1164]
notice-signature-line: SECRETARIO DEL JUZGADO QUINTO CIVIL DEL PRIMER DISTRITO JUDICIAL DEL ESTADO. bbox=[720, 489, 927, 513]
notice-signature-line: NOTARIO PÚBLICO No. 145. bbox=[1211, 1637, 1333, 1649]
notice-paragraph: En fecha 28 veintiocho de noviembre del 2022 dos mil veintidós, se admitió a trámite ante el Juzgado Cuarto de Juicio Familiar Oral del Segundo Distrito Judicial en el Estado bajo el expediente judicial número 1080/2022, relativo al Juicio oral sobre divorcio incausado promovido por Rosa Isela Gil Landeros en contra de Miguel Luna López, ordenándose el emplazamiento al referido Luna López, a través de edictos por medio del auto del día fecha 18 dieciocho de abril del año 2023 dos mil veintitrés, mediante edictos que se publicarán por 3 tres veces consecutivas en el Periódico Oficial del Estado, Boletín Judicial, así como en un periódico de mayor circulación en el Estado, quedando a su disposición en la Secretaría de la Gestión Judicial de los Juzgados de Juicio Familiar Oral del Segundo Distrito Judicial del Estado, las copias de traslado correspondientes, a fin de que se imponga de las mismas y dentro del término de 9 nueve días hábiles contados a partir de aquel en que quede legalmente notificado, comparezca ante este Tribunal a producir su contestación por escrito y ofrezca pruebas, contados a partir de que surta efectos la notificación ordenada en el presente auto. Apercibiéndose al demandado para que señale domicilio para el efecto de oír y recibir notificaciones en el lugar de este juicio. bbox=[495, 743, 703, 1043]
publication-dates: (5, 6 y 7) bbox=[806, 965, 841, 977]
issue-date: Lunes 5 de junio de 2023 bbox=[1217, 53, 1387, 74]
legal-notice bbox=[944, 1162, 1151, 1473]
notice-paragraph: En términos del artículo 882 del Código de Procedimientos Civiles del Estado de Nuevo León, HAGO CONSTAR: Que en esta Notaría Pública a mi cargo, se inició el Procedimiento Extrajudicial Testamentario a bienes de la señora ARGENTINA GALLARDO FLORES, en donde las señoras ALEJANDRA LUCIO GALLARDO y MARIA ISABEL LUCIO GALLARDO FLORES, en su carácter de Únicas y Universales Herederas, aceptaron la herencia y reconocieron sus derechos hereditarios; asimismo, el señor SALVADOR PAEZ GALLARDO, manifestó que acepta el cargo de Albacea, protestando su fiel y legal desempeño y procederá a formular el inventario de los bienes que forman el acervo de la masa hereditaria. bbox=[944, 1804, 1152, 1970]
notice-place-date: Monterrey, N.L., a 24 de abril del 2023 bbox=[720, 1683, 871, 1694]
notice-place-date: Monterrey, N.L., a 16 de mayo del 2023 bbox=[720, 1429, 876, 1440]
notice-paragraph: A LA CIUDADANA ANTONIA ROSA ISELA SIGALA ROAN bbox=[495, 114, 703, 136]
notice-signature-line: TITULAR DE LA NOTARÍA PÚBLICA 134 bbox=[1186, 1362, 1358, 1373]
notice-place-date: Monterrey, Nuevo León a 19 de abril de 2023. bbox=[271, 1584, 453, 1595]
notice-paragraph: DOMICILIO IGNORADO. bbox=[271, 1252, 374, 1263]
notice-place-date: General Escobedo, Nuevo León, a 12 de Mayo del 2023. bbox=[944, 1693, 1145, 1716]
notice-signature-line: LIC. RODOLFO GILBERTO VILLARREAL LEAL bbox=[723, 1440, 924, 1451]
notice-signature-line: LICENCIADO GERARDO GUERRERO TORRES bbox=[274, 2026, 476, 2038]
notice-title: PUBLICACIÓN NOTARIAL bbox=[985, 1161, 1111, 1174]
notice-place-date: Monterrey, N.L., a 12 de mayo de 2023. bbox=[720, 1958, 877, 1970]
legal-notice bbox=[496, 1571, 703, 1905]
notice-place-date: Monterrey, Nuevo León, a 19 de Mayo del 2023 bbox=[944, 1970, 1133, 1982]
notice-place-date: Linares, Nuevo León, a 09 nueve de Enero de 2023. bbox=[1169, 765, 1352, 788]
notice-place-date: Allende, Nuevo León, 18 de Mayo del 2023. bbox=[944, 2290, 1118, 2302]
publication-dates: (26 y 5) bbox=[1257, 1383, 1288, 1395]
notice-paragraph: AL CIUDADANO DAVID LOA SALAZAR. bbox=[495, 1584, 660, 1595]
notice-signature-line: LICENCIADA ADRIANA KARINA TORRES PÉREZ. bbox=[287, 1595, 464, 1618]
notice-signature-line: LIC. JAVIER HUMBERTO PARÁS GARZA bbox=[736, 1693, 911, 1705]
notice-signature-line: LICENCIADO OSCAR ANDRÉS HERNÁNDEZ HERRERA bbox=[951, 1716, 1144, 1739]
notice-signature-line: NOTARIO PÚBLICO TITULAR NÚMERO 24 bbox=[957, 2003, 1139, 2014]
newspaper-logo: El Porvenir bbox=[39, 47, 189, 82]
notice-signature-line: C. SECRETARIO ADSCRITO AL JUZGADO QUINTO DE JURISDICCIÓN CONCURRENTE DEL PRIMER DISTRITO JUDICIAL EN EL ESTADO DE NUEVO LEÓN. bbox=[55, 1054, 247, 1098]
notice-place-date: Monterrey, N.L. a 23 de Mayo de 2023 bbox=[1169, 301, 1321, 313]
notice-title: AVISO bbox=[1257, 851, 1288, 864]
notice-paragraph: Al calce un sello con el Escudo Nacional que dice: Estados Unidos Mexicanos, Poder Judicial del Estado de Nuevo León, Juzgado Segundo de Jurisdicción Concurrente del Primer Distrito Judicial del Estado. bbox=[48, 1153, 255, 1209]
publication-dates: (5, 6 y 7) bbox=[582, 678, 618, 689]
legal-notice bbox=[720, 1504, 927, 1738]
notice-title: PUBLICACION bbox=[1236, 1415, 1308, 1428]
publication-dates: (26 y 5) bbox=[1032, 1461, 1063, 1473]
notice-place-date: Guadalupe, Nuevo León, a 11 de mayo de 2023. bbox=[495, 600, 689, 611]
notice-signature-line: PAGJ-870805-PB9 bbox=[784, 1716, 863, 1728]
publication-dates: (26 y 5) bbox=[1032, 446, 1063, 457]
publication-dates: (5, 6 y 7) bbox=[582, 1119, 618, 1131]
notice-paragraph: En términos del artículo 882 (ochocientos ochenta y dos), del Código de Procedimientos Civiles del Estado de Nuevo León, HAGO CONSTAR: La apertura en esta Notaría Pública a mi digno cargo, del Procedimiento Sucesorio de Intestado Extrajudicial a bienes de la señora ROSA AMELIA GONZALEZ RODRIGUEZ, en virtud de que los señores ROSA AMELIA RODRIGUEZ GONZALEZ y OSVALDO JAIR GONZALEZ RODRIGUEZ, en su carácter de Únicos y Universales Herederos Legítimos, manifestaron que aceptan la herencia y reconocen sus derechos hereditarios, y el señor OSVALDO JAIR GONZALEZ RODRIGUEZ, manifestó que acepta el cargo de Albacea, protestando su fiel y legal desempeño y procederá a formular el inventario de los bienes que forman el acervo de la masa hereditaria. bbox=[944, 1506, 1152, 1694]
notice-signature-line: LICENCIADO ABELARDO GONZÁLEZ RODRÍGUEZ bbox=[742, 898, 906, 922]
notice-signature-line: LIC. ARNOLDO FRANCISCO SAENZ GALVAN. bbox=[1173, 1626, 1371, 1638]
legal-notice bbox=[272, 1671, 479, 2081]
column-5 bbox=[935, 101, 1159, 2525]
publication-dates: (26 y 5) bbox=[1257, 1052, 1288, 1064]
notice-signature-line: TITULAR DE LA NOTARÍA NÚMERO 7 bbox=[1191, 809, 1353, 821]
publication-dates: (26 y 5) bbox=[1257, 577, 1288, 589]
notice-paragraph: Ante el suscrito Notario, con fecha 19 de Mayo del 2023, compareció HUMBERTO LOZANO GONZÁLEZ y JESUS LOZANO GONZÁLEZ, quienes ocurren a solicitar, la Tramitación Extrajudicial de la Sucesión TESTAMENTARIA a BIENES, de MARIA LUISA GONZÁLEZ GARZA, exhibiéndome la partida de defunción, en donde consta que falleció el 24 de Febrero del 2003, otorgado ante la fe del Licenciado Evaristo Ocañas Méndez, Titular de la Notaría Pública número 51, con ejercicio en el Primer Distrito Registral, que confirme el Testamento Público Abierto, otorgado por MARIA LUISA GONZÁLEZ GARZA; expresan que aceptan la herencia instituida a su favor, reconociendo sus derechos hereditarios, el primero aceptando el cargo de albacea y que procederá a formular el inventario de los bienes de la herencia. Lo que se publica dos veces con intervalo de diez días, en el Periódico El Porvenir que se edita en esta Ciudad, en cumplimiento de lo dispuesto por el artículo 882 del Código de Procedimientos Civiles vigente en el Estado. bbox=[944, 843, 1152, 1087]
legal-notice bbox=[272, 101, 479, 667]
legal-notice bbox=[272, 2102, 479, 2291]
notice-signature-line: CEOG-741028BQ0 bbox=[111, 2270, 191, 2282]
notice-title: AVISO bbox=[1257, 366, 1288, 379]
notice-title: AVISO NOTARIAL bbox=[108, 2003, 194, 2015]
notice-paragraph: DOMICILIO IGNORADO. bbox=[495, 1595, 598, 1606]
notice-signature-line: LIC. YADIRA CAROLINA GALVAN GARZA bbox=[287, 2257, 464, 2269]
notice-signature-line: LIC. ARNOLDO FRANCISCO SAENZ GALVAN. bbox=[1173, 2003, 1371, 2014]
publication-dates: (1, 2 y 5) bbox=[582, 1893, 618, 1905]
notice-place-date: Juárez N.L. a 22 de mayo de 2023 bbox=[271, 2247, 409, 2258]
notice-signature-line: MISAEL RODRÍGUEZ CABRERA bbox=[305, 1153, 446, 1165]
notice-title: EDICTO bbox=[804, 101, 843, 113]
notice-signature-line: ISAAC TIJERINA ALVIZO bbox=[322, 622, 428, 634]
publication-dates: (26 y 5) bbox=[1032, 2025, 1063, 2037]
notice-signature-line: C. SECRETARIO DEL JUZGADO TERCERO FAMILIAR DEL PRIMER DISTRITO JUDICIAL EN EL ESTADO. bbox=[273, 2037, 478, 2070]
notice-paragraph: Al ciudadano Helmer Antonio Rivera Solórzano.- CON DOMICILIO IGNORADO. Con fecha 29 veintinueve de agosto del 2022 dos mil veintidós, se admitió a trámite en este Juzgado Tercero de lo Familiar del Primer Distrito Judicial en el Estado, el Expediente Judicial número 1259/2022, relativo al Juicio Ordinario Civil sobre Pérdida de la Patria Potestad promovido por Rosa Esthela Vázquez Carrasco respecto de sus menores hijos Erick y Jonathan de apellidos Rivera Ramos en contra de Helmer Antonio Rivera Solórzano, posteriormente por resolución de fecha 09 nueve de mayo del 2023 dos mil veintitrés, se ordenó emplazar por medio de edictos que se publicarán por 3 tres veces consecutivas en el Periódico Oficial del Estado, Boletín Judicial, que se editan en esta Ciudad, para efecto de llamar a Helmer Antonio Rivera Solórzano, para que dentro del término de 09 nueve días, ocurra a producir su contestación, si para ello tuviese excepción que hacer valer, en la inteligencia de que la notificación hecha de esta forma surtirá sus efectos a los 10 diez días contados desde el siguiente al de la última publicación, quedando a disposición en el local de este juzgado las copias de traslado. Asimismo, prevéngase al demandado Helmer Antonio Rivera Solórzano para que señale domicilio para el efecto de oír y recibir notificaciones, apercibido de que en caso de no hacerlo, las subsecuentes notificaciones se le harán por medio de la tabla de avisos que para tal efecto se lleva en este juzgado. DOY FE. bbox=[271, 1683, 479, 2027]
notice-title: EDICTO DE REMATE bbox=[100, 1140, 202, 1153]
notice-signature-line: NOTARIO PÚBLICO No. 48 bbox=[767, 1450, 881, 1462]
legal-notice bbox=[1169, 1084, 1376, 1395]
publication-dates: (26 y 5) bbox=[136, 2281, 167, 2292]
legal-notice bbox=[48, 1140, 255, 1982]
notice-signature-line: NOTARIO PÚBLICO TITULAR NÚMERO 132 bbox=[954, 1440, 1141, 1451]
publication-dates: (26 y 5) bbox=[808, 1727, 839, 1739]
notice-signature-line: JESÚS RAFAEL ENCINAS MORENO bbox=[746, 478, 902, 490]
notice-signature-line: NOTARIO PÚBLICO EN EJERCICIO bbox=[1197, 555, 1348, 567]
notice-place-date: Monterrey, Nuevo León, a 11 de Mayo de 2023 ATENTAMENTE bbox=[944, 390, 1130, 413]
notice-signature-line: TITULAR DE LA NOTARÍA NÚMERO 7 bbox=[1191, 1041, 1353, 1053]
notice-signature-line: LIC. GUSTAVO FEDERICO CERRILLO ORTIZ bbox=[55, 2259, 247, 2271]
notice-title: AVISO NOTARIAL bbox=[781, 1758, 867, 1771]
notice-signature-line: BABR-560307-A40 bbox=[1008, 2014, 1088, 2025]
notice-signature-line: C. SECRETARIO ADSCRITO AL JUZGADO SEGUNDO DE LO CIVIL bbox=[284, 633, 466, 656]
legal-notice bbox=[720, 101, 927, 523]
publication-dates: (26 y 5) bbox=[1032, 1130, 1063, 1142]
publication-dates: (5 y 15) bbox=[808, 2003, 839, 2014]
notice-signature-line: ZAGA-780614-HH4 bbox=[1007, 1119, 1088, 1131]
legal-notice bbox=[1169, 609, 1376, 832]
notice-signature-line: CACG-720925-9G4 bbox=[1007, 788, 1088, 799]
notice-signature-line: LA C. SECRETARIO ADSCRITA A LA COORDINACIÓN DE GESTIÓN JUDICIAL DE LOS JUZGADOS DE JUICIO FAMILIAR ORAL DEL PODER JUDICIAL EN EL ESTADO. bbox=[502, 633, 696, 678]
notice-title: EDICTO bbox=[804, 543, 843, 555]
notice-signature-line: NOTARIO PÚBLICO TITULAR NO. 144 bbox=[1191, 323, 1353, 335]
publication-dates: (26 y 5) bbox=[1257, 820, 1288, 832]
notice-paragraph: En fecha (18) dieciocho del mes de Mayo del año (2023) dos mil veintitrés, se radicó en esta Notaría a mi cargo, el Juicio Sucesorio de Intestado Acumulado a bienes de los señores JOSE DE JESUS CHAVEZ GALLEGOS y SILVIA DE LEON CHAVEZ, habiéndose presentado ante el Suscrito a denunciar dicho Juicio como Únicos Herederos, a los señores JUANA ELIZABETH CHAVEZ DE LEON, MARIA TERESA CHAVEZ DE LEON, CESAR ALEJANDRO CHAVEZ DE LEON y IRMA GLORIA CHAVEZ DE LEON, de los autores de la sucesión. Lo anterior se publica mediante este aviso por dos ocasiones de (10) diez en (10) diez días, en cumplimiento a lo dispuesto en el segundo párrafo del artículo (882) ochocientos ochenta y dos del Código de Procedimientos Civiles del Estado, convocándose a las personas que se consideren con derecho a la herencia, para que acudan a deducirlo dentro del término de (30) treinta días contados a partir de la publicación de este aviso. bbox=[944, 2069, 1152, 2291]
notice-signature-line: LIC. MANUEL JOSE PEÑA DORIA. bbox=[1199, 788, 1345, 799]
notice-place-date: General Escobedo, Nuevo León, a 12 de Mayo del 2023. bbox=[944, 1395, 1145, 1418]
notice-paragraph: Con fecha 5 cinco días del mes de Mayo del 2023 dos mil veintitrés, en ESCRITURA PUBLICA DE PROTOCOLIZACIÓN número 3,796/2023 (TRES MIL SETECIENTOS NOVENTA Y SEIS DIAGONAL DOS MIL VEINTITRES), se presentó en ésta Notaria la señora ALMA DELIA AUCES ORTEGA, en su carácter de única y universal heredera, como albacea y ejecutor testamentario la señorita MARCELA GARCÍA AUCES. Exhibió acta de Defunción, acta de Nacimiento, acta de Matrimonio y primer Testimonio del Testamento Público Abierto otorgado por el de cujus, señor HOMERO GARCÍA REYES. Asimismo la compareciente, manifestó en acepta la herencia, y albacea como el cargo conferido, respectivamente. Con fundamento en lo dispuesto en el párrafo final del Artículo 882 del Código de Procedimientos Civiles de Nuevo León, se da a conocer por medio de dos publicaciones que se harán de diez en diez en el periódico "El Porvenir", que se edita en ésta Ciudad. bbox=[48, 2015, 255, 2237]
notice-signature-line: LIC. BERNARDO GUTIÉRREZ GUERRA bbox=[1187, 312, 1357, 324]
legal-notice bbox=[48, 2003, 255, 2292]
notice-signature-line: NOTARIO PÚBLICO TITULAR NÚMERO 132 bbox=[954, 1738, 1141, 1750]
notice-signature-line: LA C. SECRETARIO DEL JUEZ MIXTO DE LO CIVIL Y FAMILIAR DE PRIMERA INSTANCIA DEL DÉCIMO PRIMER DISTRITO JUDICIAL DEL ESTADO. bbox=[496, 1473, 703, 1518]
notice-paragraph: En términos del artículo 882 (ochocientos ochenta y dos), del Código de Procedimientos Civiles del Estado de Nuevo León, HAGO CONSTAR: La apertura en esta Notaría Pública a mi digno cargo, del Procedimiento Sucesorio de Intestado Extrajudicial a bienes de la señora MARIA DOLORES HERNANDEZ JUAREZ, en virtud de que las señoras MARIA TERESA CARRILLO AGUILERA, NORMA CARRILLO AGUILERA, MARIA MARINA CARRILLO AGUILERA, NANCY ABRIL CARRILLO AGUILERA y FAUSTO DANIEL CARRILLO AGUILERA y LAURA CARRILLO AGUILERA, en su carácter de Únicos y Universales Herederos Legítimos, manifestaron que aceptan la herencia y reconocen sus derechos hereditarios, y el señor FAUSTO CARRILLO FUENTES, manifestó que acepta el cargo de Albacea, protestando su fiel y legal desempeño y procederá a formular el inventario de los bienes que forman el acervo de la masa hereditaria. bbox=[944, 1174, 1152, 1396]
notice-title: PUBLICACIÓN NOTARIAL bbox=[985, 2056, 1111, 2069]
notice-paragraph: Al ciudadano Enrique García Rodríguez bbox=[720, 555, 878, 567]
notice-signature-line: LICENCIADO FEDERICO GARZA ARIZPE bbox=[1184, 1351, 1360, 1362]
notice-signature-line: LIC. ROSA MARGARITA HERNÁNDEZ HERNÁNDEZ bbox=[518, 1517, 681, 1540]
notice-place-date: Linares, Nuevo León, a 09 nueve de Enero de 2023. bbox=[1169, 997, 1352, 1020]
notice-paragraph: Convóquese a postores por medio de edictos que se publicarán 2 dos veces en un periódico de los de mayor circulación en la Entidad, siendo estos "El Norte", "Milenio" o "El Porvenir", o en el Boletín Judicial, a elección del accionante, haciéndose saber que entre la primera y la segunda publicación deberá mediar un lapso de 9 nueve días, y entre la última publicación y la fecha del remate deberá mediar un plazo no menor de 5 cinco días. Asimismo, se hace del conocimiento que aquellas personas que deseen intervenir como postores al multicitado remate deberán consignar mediante certificado de depósito expedido por la Secretaría de Finanzas y Tesorería General del Estado, el 10% diez por ciento de la suma que sirve como valor total de los avalúos rendidos en autos. Doy fe. bbox=[48, 1750, 255, 1928]
publication-dates: (5) bbox=[818, 512, 830, 523]
notice-paragraph: Con fecha 17 diecisiete de noviembre del 2022 dos mil veintidós, se admitió a trámite el expediente judicial 1174/2022 derivado del procedimiento oral sobre divorcio incausado, promovido por Ma. Guadalupe Álvarez Ramos, en contra de Enrique García Rodríguez, en un inicio ante el Juzgado Cuarto de Juicio Familiar Oral del Primer Distrito Judicial del Estado, empero en fecha 2 dos de marzo del año 2023 dos mil veintitrés, esta Autoridad asumió competencia de la referida causa, bajo el expediente judicial 345/2023, y dado que a la fecha se desconoce el paradero del demandado, mediante auto de fecha 26 veintiséis de abril del año 2023 dos mil veintitrés, se ordenó emplazar a Enrique García Rodríguez, por medio de edictos que deberán publicarse por 3 tres veces consecutivas en el Periódico Oficial del Estado, Boletín Judicial y en el periódico El Porvenir, a fin de que dentro del término de 9 nueve días, ocurra a producir su contestación a la demanda instaurada en su contra, si para ello tuviere excepciones legales que hacer valer; en la inteligencia de que la notificación hecha de esta manera surtirá sus efectos a los 10 diez días contados desde el siguiente al de la última publicación, quedando en la Secretaría de este Juzgado a su disposición las copias de traslado correspondientes. bbox=[720, 577, 928, 877]
legal-notice bbox=[272, 1218, 479, 1651]
notice-signature-line: NOTARIO PÚBLICO EN EJERCICIO bbox=[1197, 798, 1348, 810]
